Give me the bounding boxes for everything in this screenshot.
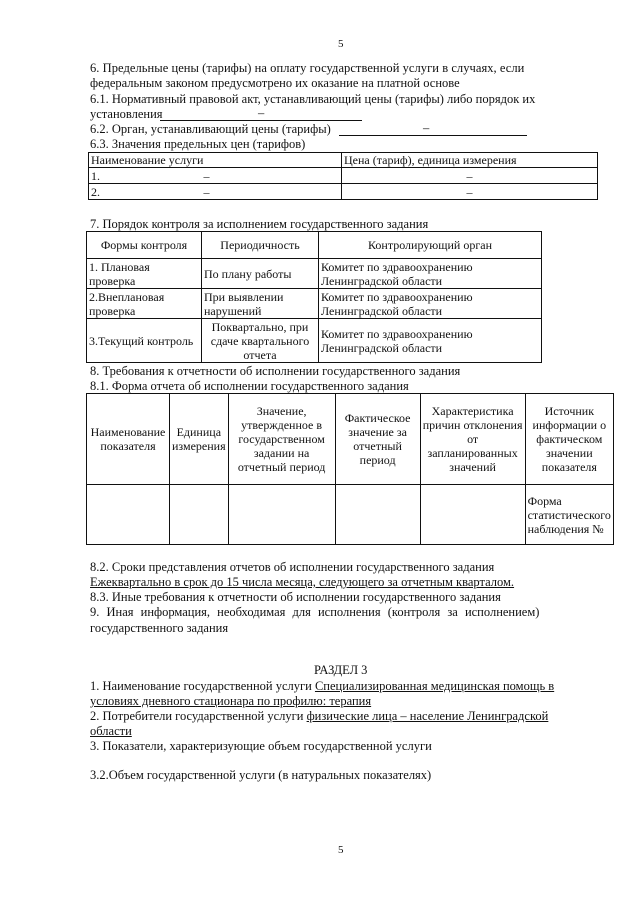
s7-title: 7. Порядок контроля за исполнением государственного задания	[90, 217, 429, 231]
p6-line2: федеральным законом предусмотрено их оказание на платной основе	[90, 76, 460, 90]
item1-value-a: Специализированная медицинская помощь в	[314, 679, 555, 693]
control-form: 3.Текущий контроль	[87, 319, 202, 363]
table-row	[89, 184, 598, 200]
report-header-deviation: Характеристика причин отклонения от запланированных значений	[420, 394, 525, 485]
price-value: –	[342, 184, 598, 200]
row-number: 1.	[91, 168, 100, 183]
p62-underline	[339, 135, 527, 136]
prices-header-service: Наименование услуги	[89, 153, 342, 168]
item2-value-b: области	[90, 724, 132, 738]
s9-line2: государственного задания	[90, 621, 229, 635]
prices-header-price: Цена (тариф), единица измерения	[342, 153, 598, 168]
section3-heading: РАЗДЕЛ 3	[314, 663, 368, 677]
s8-title: 8. Требования к отчетности об исполнении государственного задания	[90, 364, 461, 378]
s9-line1: 9. Иная информация, необходимая для исполнения (контроля за исполнением)	[90, 605, 540, 619]
item32: 3.2.Объем государственной услуги (в натуральных показателях)	[90, 768, 432, 782]
table-row	[87, 289, 542, 319]
report-table	[86, 393, 614, 545]
report-header-source: Источник информации о фактическом значении показателя	[525, 394, 613, 485]
control-organ: Комитет по здравоохранению Ленинградской области	[319, 319, 542, 363]
p63-text: 6.3. Значения предельных цен (тарифов)	[90, 137, 306, 151]
report-source-value: Форма статистического наблюдения №	[525, 485, 613, 545]
service-value: –	[203, 184, 210, 199]
control-table	[86, 231, 542, 363]
price-value: –	[342, 168, 598, 184]
page-number-bottom: 5	[338, 844, 344, 856]
report-header-name: Наименование показателя	[87, 394, 170, 485]
prices-table	[88, 152, 598, 200]
item2-value-a: физические лица – население Ленинградской	[306, 709, 549, 723]
control-organ: Комитет по здравоохранению Ленинградской области	[319, 289, 542, 319]
page-number-top: 5	[338, 38, 344, 50]
table-row	[89, 168, 598, 184]
control-form: 2.Внеплановая проверка	[87, 289, 202, 319]
item2	[90, 709, 548, 724]
p61-dash: –	[258, 106, 265, 120]
s82-title: 8.2. Сроки представления отчетов об исполнении государственного задания	[90, 560, 495, 574]
report-header-actual: Фактическое значение за отчетный период	[335, 394, 420, 485]
item3: 3. Показатели, характеризующие объем государственной услуги	[90, 739, 432, 753]
control-header-organ: Контролирующий орган	[319, 232, 542, 259]
table-row	[87, 319, 542, 363]
table-row	[87, 259, 542, 289]
control-period: Поквартально, при сдаче квартального отчета	[202, 319, 319, 363]
control-form: 1. Плановая проверка	[87, 259, 202, 289]
report-header-approved: Значение, утвержденное в государственном задании на отчетный период	[228, 394, 335, 485]
control-period: При выявлении нарушений	[202, 289, 319, 319]
item1-label: 1. Наименование государственной услуги	[90, 679, 312, 693]
p62-text: 6.2. Орган, устанавливающий цены (тарифы)	[90, 122, 331, 136]
item1-value-b: условиях дневного стационара по профилю: терапия	[90, 694, 372, 708]
p61-line1: 6.1. Нормативный правовой акт, устанавливающий цены (тарифы) либо порядок их	[90, 92, 536, 106]
item2-label: 2. Потребители государственной услуги	[90, 709, 304, 723]
table-row	[87, 485, 614, 545]
p61-line2: установления	[90, 107, 163, 121]
item1	[90, 679, 554, 694]
control-header-form: Формы контроля	[87, 232, 202, 259]
s81-title: 8.1. Форма отчета об исполнении государственного задания	[90, 379, 409, 393]
row-number: 2.	[91, 184, 100, 199]
control-period: По плану работы	[202, 259, 319, 289]
s83-title: 8.3. Иные требования к отчетности об исполнении государственного задания	[90, 590, 501, 604]
report-header-unit: Единица измерения	[170, 394, 229, 485]
service-value: –	[203, 168, 210, 183]
control-organ: Комитет по здравоохранению Ленинградской области	[319, 259, 542, 289]
control-header-period: Периодичность	[202, 232, 319, 259]
p62-dash: –	[423, 121, 430, 135]
p6-line1: 6. Предельные цены (тарифы) на оплату государственной услуги в случаях, если	[90, 61, 525, 75]
s82-value: Ежеквартально в срок до 15 числа месяца, следующего за отчетным кварталом.	[90, 575, 515, 589]
